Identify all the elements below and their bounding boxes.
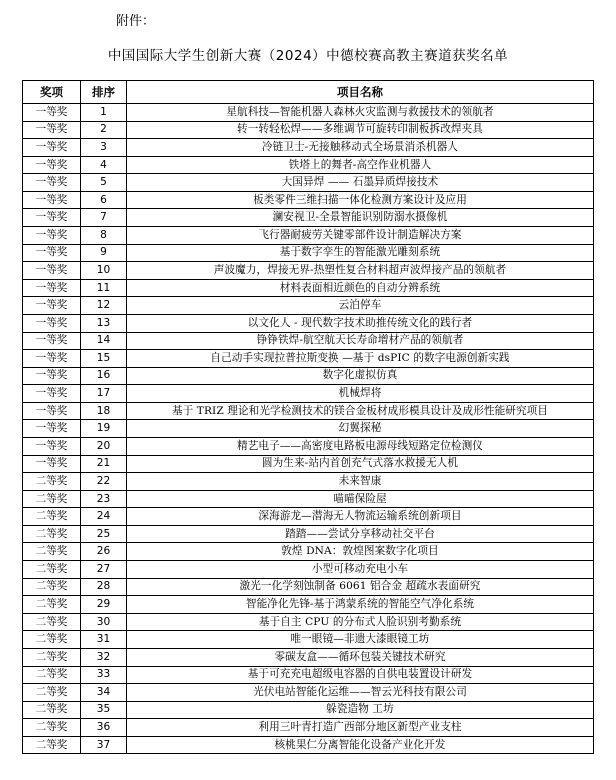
table-row (23, 631, 594, 649)
rank-cell: 4 (81, 156, 127, 174)
project-name-cell: 大国异焊 —— 石墨异质焊接技术 (127, 174, 594, 192)
award-cell: 二等奖 (23, 701, 81, 719)
project-name-cell: 唯一眼镜—非遗大漆眼镜工坊 (127, 631, 594, 649)
award-cell: 一等奖 (23, 367, 81, 385)
project-name-cell: 铁塔上的舞者-高空作业机器人 (127, 156, 594, 174)
table-row (23, 314, 594, 332)
rank-cell: 24 (81, 508, 127, 526)
rank-cell: 28 (81, 578, 127, 596)
award-cell: 二等奖 (23, 596, 81, 614)
rank-cell: 35 (81, 701, 127, 719)
table-row (23, 508, 594, 526)
rank-cell: 15 (81, 350, 127, 368)
table-row (23, 701, 594, 719)
table-row (23, 455, 594, 473)
table-row (23, 244, 594, 262)
award-cell: 一等奖 (23, 385, 81, 403)
project-name-cell: 零碳友盒——循环包装关键技术研究 (127, 648, 594, 666)
project-name-cell: 踏踏——尝试分享移动社交平台 (127, 525, 594, 543)
award-cell: 二等奖 (23, 613, 81, 631)
table-row (23, 332, 594, 350)
award-cell: 二等奖 (23, 648, 81, 666)
table-row (23, 139, 594, 157)
attachment-label: 附件： (116, 14, 156, 29)
award-cell: 一等奖 (23, 402, 81, 420)
project-name-cell: 自己动手实现拉普拉斯变换 —基于 dsPIC 的数字电源创新实践 (127, 350, 594, 368)
project-name-cell: 基于 TRIZ 理论和光学检测技术的镁合金板材成形模具设计及成形性能研究项目 (127, 402, 594, 420)
award-cell: 一等奖 (23, 262, 81, 280)
table-row (23, 174, 594, 192)
project-name-cell: 材料表面相近颜色的自动分辨系统 (127, 279, 594, 297)
project-name-cell: 基于可充充电超级电容器的自供电装置设计研发 (127, 666, 594, 684)
award-cell: 一等奖 (23, 191, 81, 209)
table-row (23, 596, 594, 614)
column-header-rank: 排序 (81, 81, 127, 104)
table-row (23, 385, 594, 403)
award-cell: 一等奖 (23, 350, 81, 368)
project-name-cell: 利用三叶青打造广西部分地区新型产业支柱 (127, 719, 594, 737)
rank-cell: 23 (81, 490, 127, 508)
table-row (23, 684, 594, 702)
table-row (23, 490, 594, 508)
award-cell: 一等奖 (23, 297, 81, 315)
award-cell: 二等奖 (23, 561, 81, 579)
table-row (23, 297, 594, 315)
project-name-cell: 基于数字孪生的智能激光雕刻系统 (127, 244, 594, 262)
award-cell: 一等奖 (23, 104, 81, 122)
award-cell: 二等奖 (23, 631, 81, 649)
project-name-cell: 圆为生来-站内首创充气式落水救援无人机 (127, 455, 594, 473)
rank-cell: 30 (81, 613, 127, 631)
table-row (23, 191, 594, 209)
project-name-cell: 核桃果仁分离智能化设备产业化开发 (127, 736, 594, 754)
award-cell: 一等奖 (23, 279, 81, 297)
project-name-cell: 板类零件三维扫描一体化检测方案设计及应用 (127, 191, 594, 209)
project-name-cell: 精艺电子——高密度电路板电源母线短路定位检测仪 (127, 437, 594, 455)
award-cell: 一等奖 (23, 156, 81, 174)
document-title: 中国国际大学生创新大赛（2024）中德校赛高教主赛道获奖名单 (107, 48, 509, 64)
project-name-cell: 数字化虚拟仿真 (127, 367, 594, 385)
rank-cell: 8 (81, 227, 127, 245)
rank-cell: 27 (81, 561, 127, 579)
project-name-cell: 喵喵保险屋 (127, 490, 594, 508)
table-row (23, 437, 594, 455)
rank-cell: 37 (81, 736, 127, 754)
award-cell: 一等奖 (23, 420, 81, 438)
table-row (23, 648, 594, 666)
award-cell: 一等奖 (23, 455, 81, 473)
award-cell: 一等奖 (23, 314, 81, 332)
rank-cell: 17 (81, 385, 127, 403)
rank-cell: 31 (81, 631, 127, 649)
table-body (23, 104, 594, 754)
rank-cell: 3 (81, 139, 127, 157)
rank-cell: 19 (81, 420, 127, 438)
table-row (23, 156, 594, 174)
rank-cell: 29 (81, 596, 127, 614)
award-cell: 二等奖 (23, 736, 81, 754)
project-name-cell: 敦煌 DNA：敦煌图案数字化项目 (127, 543, 594, 561)
table-row (23, 402, 594, 420)
rank-cell: 21 (81, 455, 127, 473)
award-cell: 一等奖 (23, 139, 81, 157)
table-row (23, 209, 594, 227)
table-row (23, 262, 594, 280)
table-row (23, 736, 594, 754)
award-cell: 二等奖 (23, 525, 81, 543)
project-name-cell: 冷链卫士-无接触移动式全场景消杀机器人 (127, 139, 594, 157)
table-row (23, 279, 594, 297)
rank-cell: 2 (81, 121, 127, 139)
rank-cell: 6 (81, 191, 127, 209)
project-name-cell: 声波魔力，焊接无界-热塑性复合材料超声波焊接产品的领航者 (127, 262, 594, 280)
award-cell: 二等奖 (23, 666, 81, 684)
table-row (23, 227, 594, 245)
project-name-cell: 以文化人 - 现代数字技术助推传统文化的践行者 (127, 314, 594, 332)
rank-cell: 10 (81, 262, 127, 280)
column-header-award: 奖项 (23, 81, 81, 104)
rank-cell: 16 (81, 367, 127, 385)
rank-cell: 1 (81, 104, 127, 122)
project-name-cell: 光伏电站智能化运维——智云光科技有限公司 (127, 684, 594, 702)
rank-cell: 25 (81, 525, 127, 543)
project-name-cell: 智能净化先锋-基于鸿蒙系统的智能空气净化系统 (127, 596, 594, 614)
project-name-cell: 基于自主 CPU 的分布式人脸识别考勤系统 (127, 613, 594, 631)
awards-table (22, 80, 594, 754)
award-cell: 一等奖 (23, 174, 81, 192)
table-row (23, 473, 594, 491)
award-cell: 二等奖 (23, 508, 81, 526)
table-header-row (23, 81, 594, 104)
rank-cell: 32 (81, 648, 127, 666)
table-row (23, 613, 594, 631)
table-row (23, 666, 594, 684)
award-cell: 二等奖 (23, 543, 81, 561)
rank-cell: 18 (81, 402, 127, 420)
table-row (23, 121, 594, 139)
rank-cell: 5 (81, 174, 127, 192)
column-header-project-name: 项目名称 (127, 81, 594, 104)
rank-cell: 26 (81, 543, 127, 561)
award-cell: 二等奖 (23, 473, 81, 491)
award-cell: 二等奖 (23, 719, 81, 737)
rank-cell: 36 (81, 719, 127, 737)
project-name-cell: 星航科技—智能机器人森林火灾监测与救援技术的领航者 (127, 104, 594, 122)
project-name-cell: 小型可移动充电小车 (127, 561, 594, 579)
table-row (23, 719, 594, 737)
award-cell: 一等奖 (23, 227, 81, 245)
table-row (23, 420, 594, 438)
rank-cell: 14 (81, 332, 127, 350)
rank-cell: 11 (81, 279, 127, 297)
table-row (23, 367, 594, 385)
project-name-cell: 未来智康 (127, 473, 594, 491)
project-name-cell: 转一转轻松焊——多维调节可旋转印制板拆改焊夹具 (127, 121, 594, 139)
rank-cell: 12 (81, 297, 127, 315)
table-row (23, 525, 594, 543)
rank-cell: 34 (81, 684, 127, 702)
award-cell: 一等奖 (23, 437, 81, 455)
project-name-cell: 机械焊将 (127, 385, 594, 403)
project-name-cell: 澜安视卫-全景智能识别防溺水摄像机 (127, 209, 594, 227)
rank-cell: 33 (81, 666, 127, 684)
table-row (23, 350, 594, 368)
rank-cell: 7 (81, 209, 127, 227)
project-name-cell: 铮铮铁焊-航空航天长寿命增材产品的领航者 (127, 332, 594, 350)
table-row (23, 543, 594, 561)
award-cell: 一等奖 (23, 121, 81, 139)
table-row (23, 578, 594, 596)
award-cell: 二等奖 (23, 684, 81, 702)
table-row (23, 104, 594, 122)
table-row (23, 561, 594, 579)
project-name-cell: 云泊停车 (127, 297, 594, 315)
project-name-cell: 深海游龙—潜海无人物流运输系统创新项目 (127, 508, 594, 526)
award-cell: 一等奖 (23, 244, 81, 262)
project-name-cell: 躲瓷造物 工坊 (127, 701, 594, 719)
rank-cell: 20 (81, 437, 127, 455)
rank-cell: 13 (81, 314, 127, 332)
award-cell: 一等奖 (23, 209, 81, 227)
award-cell: 二等奖 (23, 578, 81, 596)
award-cell: 一等奖 (23, 332, 81, 350)
rank-cell: 22 (81, 473, 127, 491)
project-name-cell: 激光一化学刻蚀制备 6061 铝合金 超疏水表面研究 (127, 578, 594, 596)
award-cell: 二等奖 (23, 490, 81, 508)
project-name-cell: 飞行器耐疲劳关键零部件设计制造解决方案 (127, 227, 594, 245)
rank-cell: 9 (81, 244, 127, 262)
project-name-cell: 幻翼探秘 (127, 420, 594, 438)
